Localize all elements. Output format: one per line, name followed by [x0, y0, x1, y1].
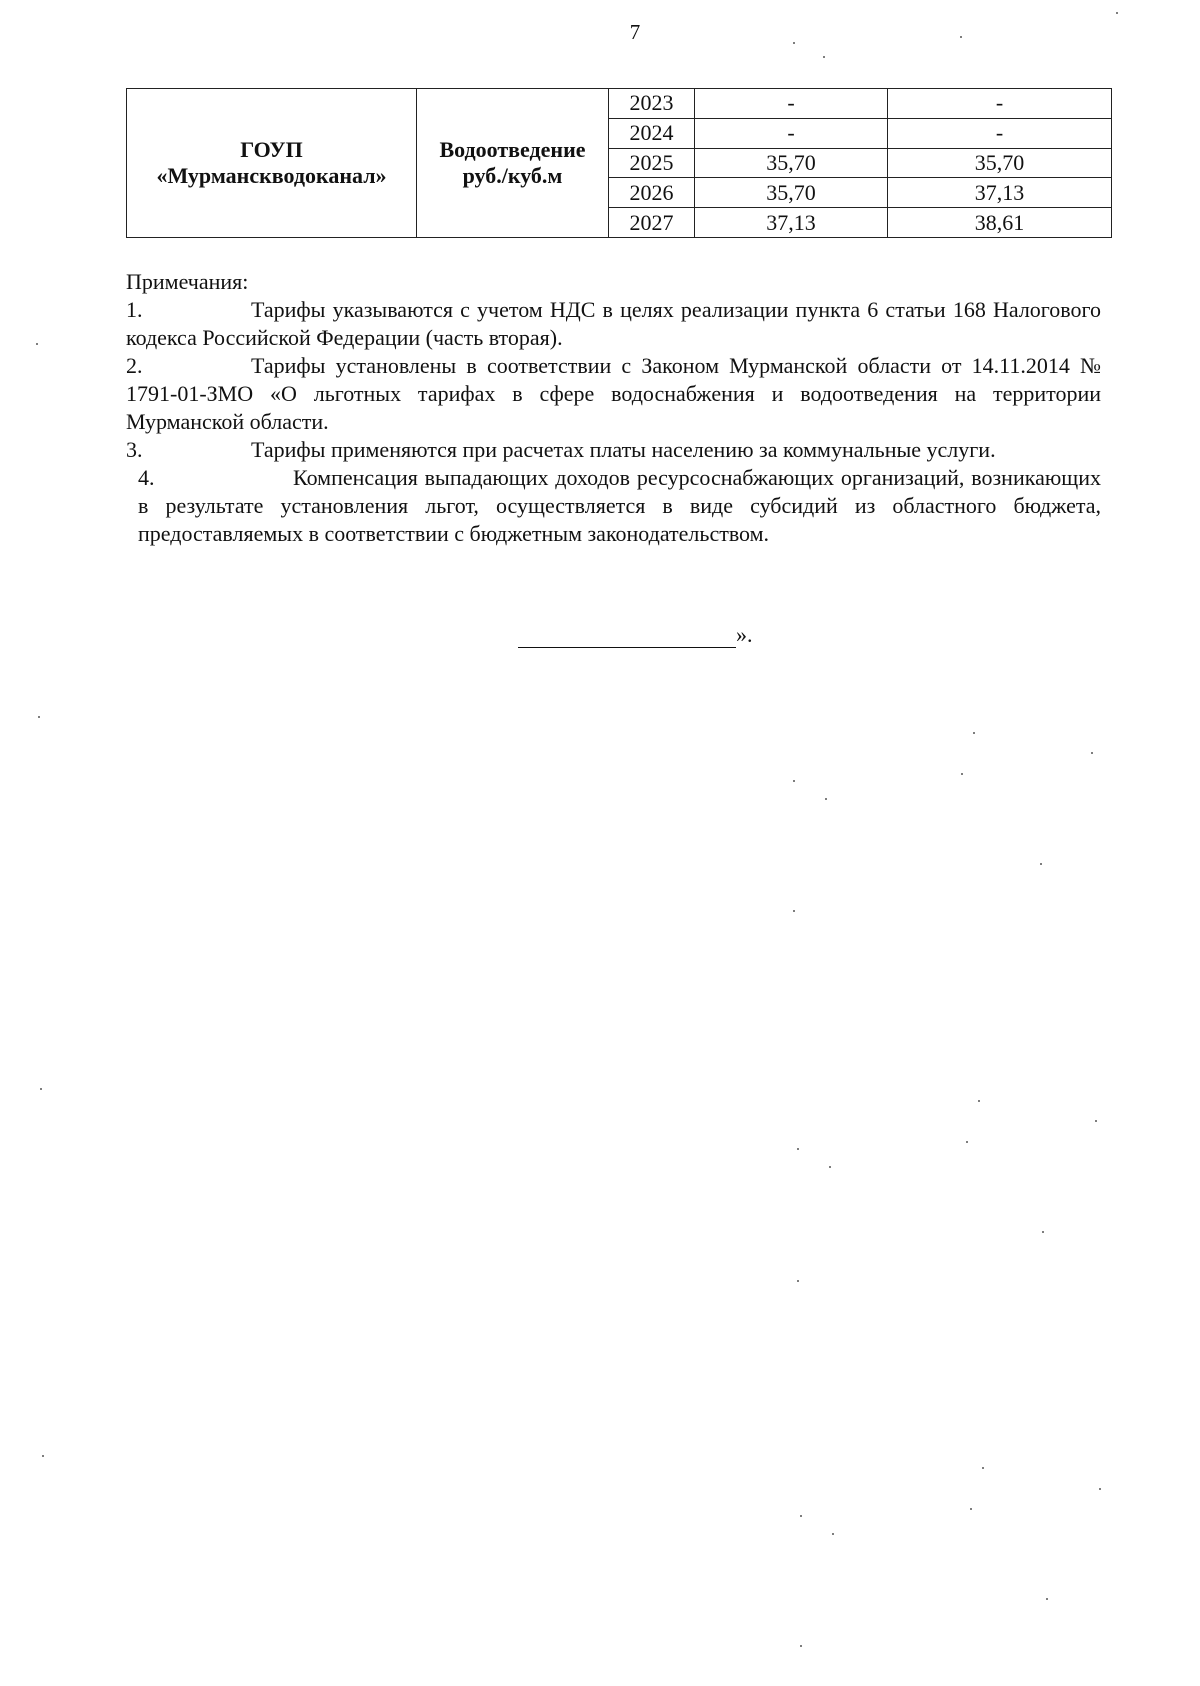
note-text: Компенсация выпадающих доходов ресурсоснабжающих организаций, возникающих в результате установления льгот, осуществляется в виде субсидий из областного бюджета, предоставляемых в соответствии с бюджетным законодательством. — [138, 465, 1101, 546]
note-text: Тарифы применяются при расчетах платы населению за коммунальные услуги. — [251, 437, 996, 462]
organization-cell — [127, 89, 417, 238]
tariff-cell: 38,61 — [888, 208, 1112, 238]
tariff-cell: - — [695, 89, 888, 119]
note-number: 1. — [126, 297, 143, 322]
note-number: 2. — [126, 353, 143, 378]
note-number: 4. — [138, 465, 155, 490]
tariff-cell: - — [888, 118, 1112, 148]
table-row — [127, 89, 1112, 119]
organization-name: «Мурманскводоканал» — [156, 163, 387, 188]
tariff-cell: - — [888, 89, 1112, 119]
year-cell: 2027 — [609, 208, 695, 238]
tariff-cell: 35,70 — [695, 178, 888, 208]
tariff-table — [126, 88, 1112, 238]
note-item — [126, 436, 1101, 464]
tariff-cell: 35,70 — [888, 148, 1112, 178]
tariff-cell: 37,13 — [695, 208, 888, 238]
service-unit: руб./куб.м — [462, 163, 563, 188]
organization-type: ГОУП — [240, 137, 303, 162]
year-cell: 2024 — [609, 118, 695, 148]
note-number: 3. — [126, 437, 143, 462]
service-name: Водоотведение — [439, 137, 586, 162]
year-cell: 2023 — [609, 89, 695, 119]
note-item — [126, 352, 1101, 436]
year-cell: 2025 — [609, 148, 695, 178]
note-item — [126, 296, 1101, 352]
note-text: Тарифы установлены в соответствии с Законом Мурманской области от 14.11.2014 № 1791-01-ЗМО «О льготных тарифах в сфере водоснабжения и водоотведения на территории Мурманской области. — [126, 353, 1101, 434]
closing-mark — [518, 622, 753, 648]
year-cell: 2026 — [609, 178, 695, 208]
page-number: 7 — [629, 20, 641, 44]
notes-section — [126, 268, 1101, 548]
service-cell — [417, 89, 609, 238]
tariff-cell: - — [695, 118, 888, 148]
signature-line — [518, 627, 736, 648]
note-text: Тарифы указываются с учетом НДС в целях реализации пункта 6 статьи 168 Налогового кодекса Российской Федерации (часть вторая). — [126, 297, 1101, 350]
notes-title: Примечания: — [126, 269, 249, 294]
tariff-cell: 35,70 — [695, 148, 888, 178]
note-item — [126, 464, 1101, 548]
closing-quote: ». — [736, 622, 753, 647]
tariff-cell: 37,13 — [888, 178, 1112, 208]
